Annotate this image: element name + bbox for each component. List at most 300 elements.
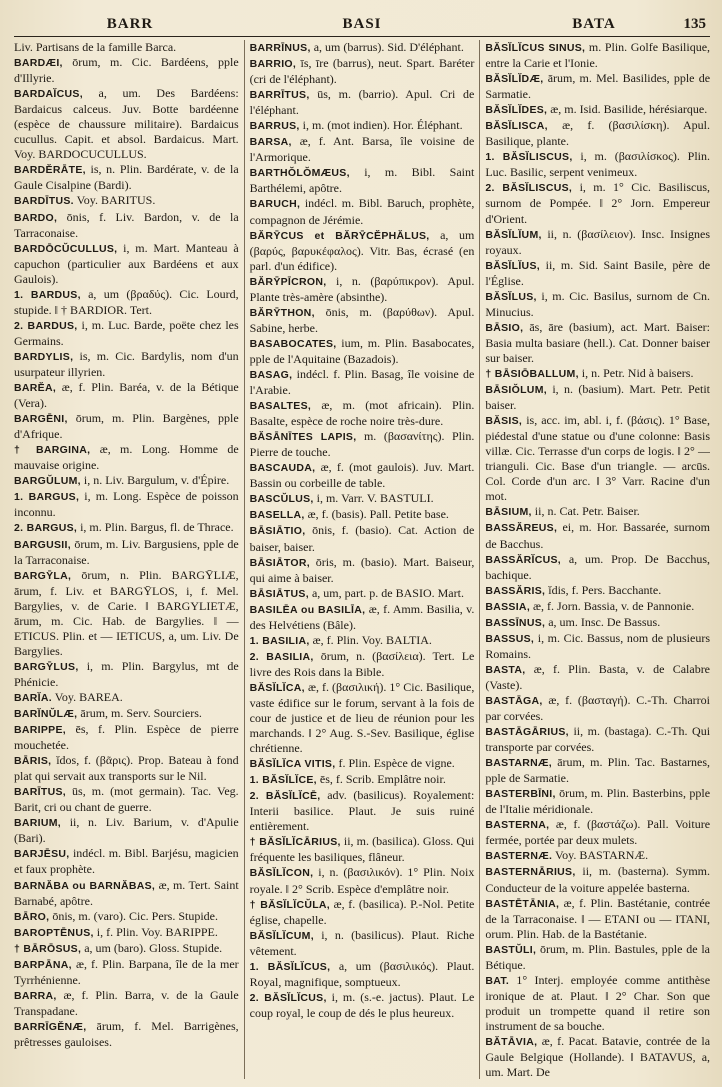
- entry-headword: 1. BĂSĬLISCUS,: [485, 151, 573, 164]
- entry-headword: BĂSĬLĬUM,: [485, 228, 542, 241]
- dictionary-entry: [485, 71, 710, 102]
- entry-headword: 1. BARDUS,: [14, 288, 81, 301]
- entry-headword: BĀSIUM,: [485, 506, 532, 519]
- entry-definition: ōrum, m. Cic. Bardéens, pple d'Illyrie.: [14, 55, 239, 86]
- entry-headword: BASTERNÆ.: [485, 850, 553, 863]
- entry-headword: BARĬNŬLÆ,: [14, 708, 78, 721]
- entry-headword: BASTĒTĀNIA,: [485, 897, 560, 910]
- dictionary-entry: [485, 118, 710, 149]
- entry-headword: BASILĒA ou BASILĪA,: [249, 603, 366, 616]
- entry-definition: m. Plin. Golfe Basilique, entre la Carie et l'Ionie.: [485, 40, 711, 71]
- entry-headword: BĂSĬLĬDES,: [485, 104, 548, 117]
- entry-headword: BASSĂRĬCUS,: [485, 553, 561, 566]
- entry-definition: i, n. Liv. Bargulum, v. d'Épire.: [83, 473, 230, 488]
- dictionary-entry: [250, 491, 475, 507]
- dictionary-entry: [250, 40, 475, 56]
- dictionary-entry: [485, 817, 710, 848]
- entry-definition: indécl. f. Plin. Basag, île voisine de l'Arabie.: [249, 366, 475, 398]
- dictionary-entry: [14, 784, 239, 815]
- dictionary-entry: [250, 649, 475, 680]
- dictionary-entry: [14, 568, 239, 659]
- entry-headword: BASSUS,: [485, 632, 535, 645]
- dictionary-entry: [485, 615, 710, 631]
- entry-definition: ĭdos, f. (βᾶρις). Prop. Bateau à fond plat qui servait aux transports sur le Nil.: [14, 753, 239, 784]
- dictionary-entry: [14, 815, 239, 846]
- dictionary-entry: [250, 274, 475, 305]
- entry-definition: i, m. Plin. Bargylus, mt de Phénicie.: [14, 658, 239, 689]
- entry-headword: BĂTĀVIA,: [485, 1036, 538, 1048]
- entry-headword: BARGȲLA,: [14, 569, 72, 582]
- entry-definition: indécl. m. Bibl. Barjésu, magicien et faux prophète.: [14, 846, 239, 877]
- dictionary-entry: [485, 583, 710, 599]
- entry-headword: BARRĪGĔNÆ,: [14, 1020, 87, 1033]
- entry-definition: ās, āre (basium), act. Mart. Baiser: Basia multa basiare (hell.). Cat. Donner baiser sur baiser.: [485, 319, 711, 365]
- entry-headword: BASSĂRIS,: [485, 584, 546, 597]
- entry-definition: ii, m. Sid. Saint Basile, père de l'Église.: [485, 257, 711, 288]
- dictionary-entry: [250, 928, 475, 959]
- entry-definition: ei, m. Hor. Bassarée, surnom de Bacchus.: [485, 520, 711, 551]
- dictionary-entry: [14, 988, 239, 1019]
- dictionary-entry: [485, 149, 710, 180]
- entry-headword: BARGȲLUS,: [14, 660, 79, 673]
- running-head-right: BATA: [572, 16, 616, 32]
- entry-headword: BARSA,: [249, 136, 292, 149]
- entry-definition: i, m. Varr. V. BASTULI.: [316, 491, 434, 506]
- entry-definition: a, um. Insc. De Bassus.: [548, 614, 661, 629]
- entry-headword: BĀRIS,: [14, 755, 52, 768]
- entry-definition: ūs, m. (barrio). Apul. Cri de l'éléphant.: [249, 87, 475, 118]
- entry-definition: ārum, m. Mel. Basilides, pple de Sarmatie.: [485, 71, 711, 102]
- entry-definition: æ, f. (βασιλική). 1° Cic. Basilique, vaste édifice sur le forum, servant à la fois de cour de justice et de lieu de réunion pour les marchands. ‖ 2° Aug. S.-Sev. Basilique, église chrétienne.: [249, 679, 475, 756]
- entry-headword: BĀRO,: [14, 910, 50, 923]
- entry-headword: BASSĂREUS,: [485, 522, 558, 535]
- entry-headword: BĂRȲTHON,: [249, 306, 315, 319]
- entry-headword: BĂSĬLĬUS,: [485, 259, 540, 272]
- entry-headword: 2. BARGUS,: [14, 522, 78, 535]
- entry-definition: is, m. Cic. Bardylis, nom d'un usurpateur illyrien.: [14, 348, 239, 379]
- entry-headword: BĂSĬLĬCUS SINUS,: [485, 42, 586, 54]
- entry-definition: i, m. (s.-e. jactus). Plaut. Le coup royal, le coup de dés le plus heureux.: [249, 989, 475, 1020]
- entry-headword: BARIPPE,: [14, 724, 66, 737]
- dictionary-entry: [14, 241, 239, 287]
- entry-definition: ōrum, n. Plin. BARGȲLIÆ, ārum, f. Liv. et BARGȲLOS, i, f. Mel. Bargylies, v. de Carie. ‖ BARGYLIETÆ, ārum, m. Cic. Hab. de Bargylies. ‖ — ETICUS. Plin. et — IETICUS, a, um. Liv. De Bargylies.: [14, 567, 239, 658]
- entry-definition: ii, n. (βασίλειον). Insc. Insignes royaux.: [485, 226, 711, 257]
- entry-headword: BARĪTUS,: [14, 786, 66, 799]
- entry-definition: æ, f. Jorn. Bassia, v. de Pannonie.: [533, 598, 695, 613]
- entry-headword: BARPĀNA,: [14, 958, 72, 971]
- entry-headword: BĂSĬLĬDÆ,: [485, 73, 544, 86]
- entry-definition: ōrum, m. Liv. Bargusiens, pple de la Tarraconaise.: [14, 536, 239, 567]
- entry-headword: BAT.: [485, 974, 510, 987]
- entry-definition: a, um (βαρύς, βαρυκέφαλος). Vitr. Bas, écrasé (en parl. d'un édifice).: [249, 227, 475, 273]
- dictionary-entry: [485, 320, 710, 366]
- entry-definition: indécl. m. Bibl. Baruch, prophète, compagnon de Jérémie.: [249, 196, 475, 227]
- dictionary-entry: [485, 724, 710, 755]
- dictionary-entry: [250, 959, 475, 990]
- dictionary-entry: [485, 755, 710, 786]
- dictionary-entry: [485, 258, 710, 289]
- entry-definition: ii, n. Cat. Petr. Baiser.: [534, 504, 640, 519]
- entry-headword: BASALTES,: [249, 400, 312, 413]
- page-number: 135: [683, 16, 706, 32]
- dictionary-entry: [14, 442, 239, 473]
- entry-headword: BARDAĬCUS,: [14, 88, 83, 101]
- entry-headword: † BĂSĬLĬCŬLA,: [249, 898, 331, 911]
- entry-definition: ōnis, m. (βαρύθων). Apul. Sabine, herbe.: [249, 304, 475, 335]
- entry-definition: æ, f. (mot gaulois). Juv. Mart. Bassin ou corbeille de table.: [249, 460, 475, 491]
- dictionary-entry: [485, 1034, 710, 1079]
- entry-headword: BASCAUDA,: [249, 462, 316, 475]
- dictionary-entry: [14, 193, 239, 209]
- entry-headword: BARNĂBA ou BARNĂBAS,: [14, 879, 156, 892]
- entry-definition: a, um (barrus). Sid. D'éléphant.: [313, 40, 464, 54]
- entry-definition: ōrum, m. Plin. Bargènes, pple d'Afrique.: [14, 411, 239, 442]
- dictionary-entry: [485, 552, 710, 583]
- dictionary-entry: [14, 909, 239, 925]
- dictionary-entry: [485, 504, 710, 520]
- entry-definition: æ, f. Plin. Barpana, île de la mer Tyrrhénienne.: [14, 956, 239, 987]
- entry-definition: æ, f. Ant. Barsa, île voisine de l'Armorique.: [249, 134, 475, 165]
- dictionary-entry: [485, 227, 710, 258]
- entry-definition: i, n. (basium). Mart. Petr. Petit baiser.: [485, 382, 711, 413]
- entry-definition: ii, m. (basilica). Gloss. Qui fréquente les basiliques, flâneur.: [249, 834, 475, 865]
- entry-headword: BĀSIĀTIO,: [249, 525, 306, 538]
- dictionary-entry: [250, 865, 475, 896]
- running-head-left: BARR: [106, 16, 154, 32]
- dictionary-entry: [250, 56, 475, 87]
- entry-headword: † BARGINA,: [14, 444, 91, 457]
- dictionary-entry: [14, 957, 239, 988]
- entry-definition: ārum, m. Plin. Tac. Bastarnes, pple de Sarmatie.: [485, 755, 711, 786]
- entry-definition: ii, m. (basterna). Symm. Conducteur de la voiture appelée basterna.: [485, 864, 711, 895]
- entry-definition: æ, f. Plin. Baréa, v. de la Bétique (Vera).: [14, 380, 239, 411]
- dictionary-entry: [14, 411, 239, 442]
- dictionary-entry: [14, 473, 239, 489]
- dictionary-entry: [485, 180, 710, 226]
- entry-definition: æ, f. (basilica). P.-Nol. Petite église, chapelle.: [249, 896, 475, 927]
- entry-headword: BĂSĀNĪTES LAPIS,: [249, 431, 357, 444]
- entry-headword: BARGĒNI,: [14, 413, 68, 426]
- column-1: [14, 40, 244, 1079]
- dictionary-entry: [485, 599, 710, 615]
- entry-headword: BARRA,: [14, 989, 57, 1002]
- dictionary-entry: [485, 662, 710, 693]
- entry-definition: a, um. Des Bardéens: Bardaicus calceus. Juv. Botte bardéenne (espèce de chaussure militaire). Bardaicus cucullus. Capit. et absol. Bardaicus. Mart. Voy. BARDOCUCULLUS.: [14, 86, 239, 162]
- entry-headword: BĂSIS,: [485, 415, 523, 428]
- text-columns: [14, 40, 710, 1079]
- entry-headword: BARRĪNUS,: [249, 42, 311, 54]
- entry-headword: BARUCH,: [249, 198, 301, 211]
- entry-headword: † BĀSIŌBALLUM,: [485, 367, 579, 380]
- entry-definition: æ, f. Plin. Barra, v. de la Gaule Transpadane.: [14, 987, 239, 1018]
- entry-definition: a, um, part. p. de BASIO. Mart.: [311, 585, 464, 600]
- entry-definition: ōris, m. (basio). Mart. Baiseur, qui aime à baiser.: [249, 554, 475, 585]
- entry-headword: BASABOCATES,: [249, 337, 337, 350]
- entry-definition: æ, f. Plin. Bastétanie, contrée de la Tarraconaise. ‖ — ETANI ou — ITANI, orum. Plin. Hab. de la Bastétanie.: [485, 895, 711, 941]
- entry-headword: BARDĪTUS.: [14, 195, 74, 208]
- entry-headword: BASTERNA,: [485, 819, 550, 832]
- dictionary-entry: [485, 366, 710, 382]
- dictionary-entry: [14, 722, 239, 753]
- entry-definition: ēs, f. Scrib. Emplâtre noir.: [319, 772, 446, 787]
- dictionary-entry: [250, 523, 475, 554]
- entry-definition: æ, f. (basis). Pall. Petite base.: [307, 507, 449, 522]
- entry-definition: i, m. Long. Espèce de poisson inconnu.: [14, 489, 239, 520]
- dictionary-entry: [485, 864, 710, 895]
- dictionary-entry: [14, 162, 239, 193]
- entry-definition: Liv. Partisans de la famille Barca.: [14, 40, 177, 54]
- entry-headword: 1. BASILIA,: [249, 634, 310, 647]
- entry-definition: ii, n. Liv. Barium, v. d'Apulie (Bari).: [14, 815, 239, 846]
- entry-definition: ārum, f. Mel. Barrigènes, prêtresses gauloises.: [14, 1018, 239, 1049]
- dictionary-entry: [485, 896, 710, 942]
- page-header: [14, 6, 710, 37]
- entry-headword: BASTERBĪNI,: [485, 788, 556, 801]
- entry-headword: 1. BĂSĬLĬCE,: [249, 774, 317, 787]
- entry-headword: BĀSIO,: [485, 321, 524, 334]
- dictionary-entry: [14, 349, 239, 380]
- entry-definition: i, m. (mot indien). Hor. Éléphant.: [302, 118, 463, 133]
- dictionary-entry: [485, 631, 710, 662]
- dictionary-entry: [14, 86, 239, 162]
- dictionary-entry: [250, 990, 475, 1021]
- entry-definition: ĭdis, f. Pers. Bacchante.: [548, 582, 662, 597]
- entry-definition: i, n. (βασιλικόν). 1° Plin. Noix royale. ‖ 2° Scrib. Espèce d'emplâtre noir.: [249, 865, 475, 896]
- dictionary-entry: [485, 382, 710, 413]
- entry-definition: i, m. Mart. Manteau à capuchon (particulier aux Bardéens et aux Gaulois).: [14, 240, 239, 286]
- entry-definition: i, m. (βασιλίσκος). Plin. Luc. Basilic, serpent venimeux.: [485, 149, 711, 180]
- dictionary-entry: [250, 680, 475, 756]
- dictionary-entry: [250, 834, 475, 865]
- entry-headword: BĂSĬLĬCA VITIS,: [249, 758, 336, 771]
- entry-headword: BARDĔRĀTE,: [14, 164, 86, 177]
- dictionary-entry: [14, 878, 239, 909]
- running-head-center: BASI: [342, 16, 382, 32]
- dictionary-entry: [14, 659, 239, 690]
- entry-definition: ōnis, m. (varo). Cic. Pers. Stupide.: [52, 908, 218, 923]
- entry-headword: BARRUS,: [249, 120, 300, 133]
- dictionary-entry: [250, 633, 475, 649]
- entry-headword: BĂSĬLĬCON,: [249, 867, 314, 880]
- column-2: [244, 40, 480, 1079]
- dictionary-entry: [14, 1019, 239, 1050]
- entry-definition: m. (βασανίτης). Plin. Pierre de touche.: [249, 429, 475, 460]
- entry-headword: BASAG,: [249, 368, 293, 381]
- entry-headword: BASTĀGĀRIUS,: [485, 726, 569, 739]
- entry-definition: i, n. (basilicus). Plaut. Riche vêtement.: [249, 927, 475, 958]
- entry-definition: i, m. Cic. Basilus, surnom de Cn. Minucius.: [485, 288, 711, 319]
- dictionary-entry: [485, 413, 710, 504]
- dictionary-entry: [14, 537, 239, 568]
- entry-definition: is, n. Plin. Bardérate, v. de la Gaule Cisalpine (Bardi).: [14, 162, 239, 193]
- dictionary-entry: [250, 460, 475, 491]
- entry-definition: æ, f. (βαστάζω). Pall. Voiture fermée, portée par deux mulets.: [485, 817, 711, 848]
- entry-definition: i, f. Plin. Voy. BARIPPE.: [96, 924, 218, 939]
- entry-definition: æ, f. (βασταγή). C.-Th. Charroi par corvées.: [485, 692, 711, 724]
- dictionary-entry: [14, 925, 239, 941]
- dictionary-entry: [14, 706, 239, 722]
- entry-headword: BAROPTĒNUS,: [14, 926, 94, 939]
- dictionary-entry: [250, 196, 475, 227]
- entry-headword: BĀSIĀTUS,: [249, 587, 309, 600]
- entry-definition: ōrum, n. (βασίλεια). Tert. Le livre des Rois dans la Bible.: [249, 648, 475, 679]
- entry-headword: BARDO,: [14, 211, 58, 224]
- entry-definition: i, m. Luc. Barde, poëte chez les Germains.: [14, 317, 239, 348]
- entry-headword: 2. BASILIA,: [249, 650, 314, 663]
- dictionary-entry: [14, 489, 239, 520]
- entry-headword: BĂSĬLĬCUM,: [249, 929, 314, 942]
- entry-definition: is, acc. im, abl. i, f. (βάσις). 1° Base, piédestal d'une statue ou d'une colonne: Basis villæ. Cic. Terrasse d'un corps de logis. ‖ 2° — trianguli. Cic. Base d'un triangle. — arcūs. Col. Corde d'un arc. ‖ 3° Varr. Racine d'un mot.: [485, 413, 711, 504]
- dictionary-entry: [485, 973, 710, 1034]
- dictionary-entry: [250, 305, 475, 336]
- entry-headword: BARRIO,: [249, 58, 297, 71]
- entry-definition: ōrum, m. Plin. Bastules, pple de la Bétique.: [485, 941, 711, 972]
- dictionary-entry: [250, 602, 475, 633]
- dictionary-entry: [485, 693, 710, 724]
- entry-definition: i, n. Petr. Nid à baisers.: [581, 365, 694, 380]
- entry-headword: BASTERNĀRIUS,: [485, 866, 576, 879]
- entry-definition: ium, m. Plin. Basabocates, pple de l'Aquitaine (Bazadois).: [249, 335, 475, 366]
- entry-headword: 1. BĂSĬLĬCUS,: [249, 960, 331, 973]
- entry-definition: ōnis, f. Liv. Bardon, v. de la Tarraconaise.: [14, 209, 239, 240]
- entry-definition: a, um. Prop. De Bacchus, bachique.: [485, 551, 711, 582]
- entry-definition: æ, f. Plin. Basta, v. de Calabre (Vaste).: [485, 661, 711, 692]
- dictionary-entry: [250, 586, 475, 602]
- dictionary-entry: [14, 753, 239, 784]
- entry-headword: BARGŬLUM,: [14, 475, 81, 488]
- dictionary-entry: [250, 398, 475, 429]
- entry-definition: 1° Interj. employée comme antithèse ironique de at. Plaut. ‖ 2° Char. Son que produit un trompette quand il retire son instrument de sa bouche.: [485, 972, 711, 1033]
- entry-definition: æ, f. Pacat. Batavie, contrée de la Gaule Belgique (Hollande). ‖ BATAVUS, a, um. Mart. De: [485, 1034, 711, 1079]
- entry-definition: īs, īre (barrus), neut. Spart. Baréter (cri de l'éléphant).: [249, 56, 475, 87]
- entry-definition: a, um (βασιλικός). Plaut. Royal, magnifique, somptueux.: [249, 958, 475, 989]
- dictionary-entry: [14, 846, 239, 877]
- entry-definition: ōrum, m. Plin. Basterbins, pple de l'Italie méridionale.: [485, 786, 711, 817]
- entry-headword: BĂRȲCUS et BĂRȲCĔPHĂLUS,: [249, 229, 430, 242]
- entry-headword: † BĂSĬLĬCĀRIUS,: [249, 836, 341, 849]
- column-3: [479, 40, 710, 1079]
- dictionary-entry: [485, 520, 710, 551]
- entry-definition: Voy. BAREA.: [54, 689, 123, 704]
- dictionary-entry: [485, 848, 710, 864]
- entry-headword: BARĬA.: [14, 691, 52, 704]
- dictionary-entry: [250, 897, 475, 928]
- entry-definition: ōnis, f. (basio). Cat. Action de baiser, baiser.: [249, 523, 475, 554]
- entry-definition: æ, f. Amm. Basilia, v. des Helvétiens (Bâle).: [249, 601, 475, 632]
- dictionary-entry: [485, 786, 710, 817]
- entry-definition: Voy. BARITUS.: [76, 193, 156, 208]
- entry-headword: 2. BĂSĬLĬCĒ,: [249, 790, 321, 803]
- entry-headword: 2. BARDUS,: [14, 319, 78, 332]
- dictionary-entry: [14, 318, 239, 349]
- entry-headword: BASELLA,: [249, 509, 305, 522]
- dictionary-entry: [14, 55, 239, 86]
- dictionary-entry: [14, 941, 239, 957]
- entry-definition: ēs, f. Plin. Espèce de pierre mouchetée.: [14, 722, 239, 753]
- entry-definition: ūs, m. (mot germain). Tac. Veg. Barit, cri ou chant de guerre.: [14, 784, 239, 815]
- entry-headword: 1. BARGUS,: [14, 491, 80, 504]
- dictionary-entry: [485, 942, 710, 973]
- dictionary-entry: [250, 756, 475, 772]
- dictionary-entry: [250, 134, 475, 165]
- entry-definition: æ, m. Isid. Basilide, hérésiarque.: [550, 102, 708, 117]
- entry-headword: BARDŌCŬCULLUS,: [14, 242, 118, 255]
- entry-headword: BARRĪTUS,: [249, 89, 310, 102]
- entry-headword: BASSĪNUS,: [485, 616, 546, 629]
- entry-headword: BASTA,: [485, 663, 526, 676]
- dictionary-entry: [250, 507, 475, 523]
- dictionary-entry: [250, 165, 475, 196]
- entry-definition: æ, f. Plin. Voy. BALTIA.: [312, 632, 432, 647]
- entry-definition: æ, m. Long. Homme de mauvaise origine.: [14, 442, 239, 473]
- dictionary-entry: [250, 788, 475, 834]
- entry-headword: BARIUM,: [14, 817, 62, 830]
- entry-headword: † BĀRŌSUS,: [14, 942, 82, 955]
- entry-headword: BARĔA,: [14, 382, 57, 395]
- dictionary-entry: [250, 228, 475, 274]
- entry-headword: BARGUSII,: [14, 538, 71, 551]
- dictionary-entry: [250, 118, 475, 134]
- entry-headword: BARDYLIS,: [14, 350, 74, 363]
- entry-definition: æ, f. (βασιλίσκη). Apul. Basilique, plante.: [485, 118, 711, 149]
- entry-headword: BASTĀGA,: [485, 694, 543, 707]
- entry-definition: i, m. Cic. Bassus, nom de plusieurs Romains.: [485, 630, 711, 661]
- entry-headword: BARTHŎLŎMÆUS,: [249, 167, 350, 180]
- entry-headword: BASCŬLUS,: [249, 493, 314, 506]
- entry-definition: æ, m. (mot africain). Plin. Basalte, espèce de roche noire très-dure.: [249, 398, 475, 429]
- entry-headword: BĂSĬLUS,: [485, 290, 537, 303]
- dictionary-entry: [485, 40, 710, 71]
- entry-definition: i, m. Plin. Bargus, fl. de Thrace.: [80, 520, 234, 535]
- dictionary-entry: [250, 429, 475, 460]
- dictionary-entry: [14, 287, 239, 318]
- dictionary-entry: [14, 380, 239, 411]
- dictionary-entry: [14, 520, 239, 536]
- dictionary-entry: [250, 367, 475, 398]
- dictionary-entry: [14, 690, 239, 706]
- entry-headword: BASTARNÆ,: [485, 757, 553, 770]
- entry-headword: BĂRȲPĪCRON,: [249, 275, 327, 288]
- entry-definition: i, m. Bibl. Saint Barthélemi, apôtre.: [249, 165, 475, 196]
- dictionary-entry: [485, 102, 710, 118]
- entry-headword: 2. BĂSĬLISCUS,: [485, 182, 573, 195]
- dictionary-entry: [250, 555, 475, 586]
- entry-definition: adv. (basilicus). Royalement: Interii basilice. Plaut. Je suis ruiné entièrement.: [249, 788, 475, 834]
- entry-headword: BASTŬLI,: [485, 943, 537, 956]
- entry-definition: f. Plin. Espèce de vigne.: [338, 756, 455, 771]
- entry-headword: BĂSĬLĬCA,: [249, 681, 305, 694]
- dictionary-entry: [250, 772, 475, 788]
- entry-definition: a, um (baro). Gloss. Stupide.: [84, 940, 223, 955]
- entry-definition: i, n. (βαρύπικρον). Apul. Plante très-amère (absinthe).: [249, 273, 475, 304]
- entry-headword: BARDÆI,: [14, 57, 63, 70]
- entry-definition: Voy. BASTARNÆ.: [555, 848, 649, 863]
- dictionary-entry: [14, 40, 239, 55]
- entry-definition: ārum, m. Serv. Sourciers.: [80, 706, 202, 721]
- entry-headword: BĀSIĀTOR,: [249, 556, 310, 569]
- entry-definition: i, m. 1° Cic. Basiliscus, surnom de Pompée. ‖ 2° Jorn. Empereur d'Orient.: [485, 180, 711, 226]
- entry-headword: BARJĒSU,: [14, 848, 70, 861]
- entry-definition: ii, m. (bastaga). C.-Th. Qui transporte par corvées.: [485, 724, 711, 755]
- entry-headword: BĀSIŎLUM,: [485, 384, 547, 397]
- dictionary-entry: [14, 210, 239, 241]
- entry-definition: a, um (βραδύς). Cic. Lourd, stupide. ‖ † BARDIOR. Tert.: [14, 286, 239, 317]
- entry-definition: æ, m. Tert. Saint Barnabé, apôtre.: [14, 877, 239, 908]
- entry-headword: 2. BĂSĬLĬCUS,: [249, 991, 327, 1004]
- dictionary-entry: [485, 289, 710, 320]
- dictionary-entry: [250, 87, 475, 118]
- entry-headword: BĂSĬLISCA,: [485, 120, 548, 133]
